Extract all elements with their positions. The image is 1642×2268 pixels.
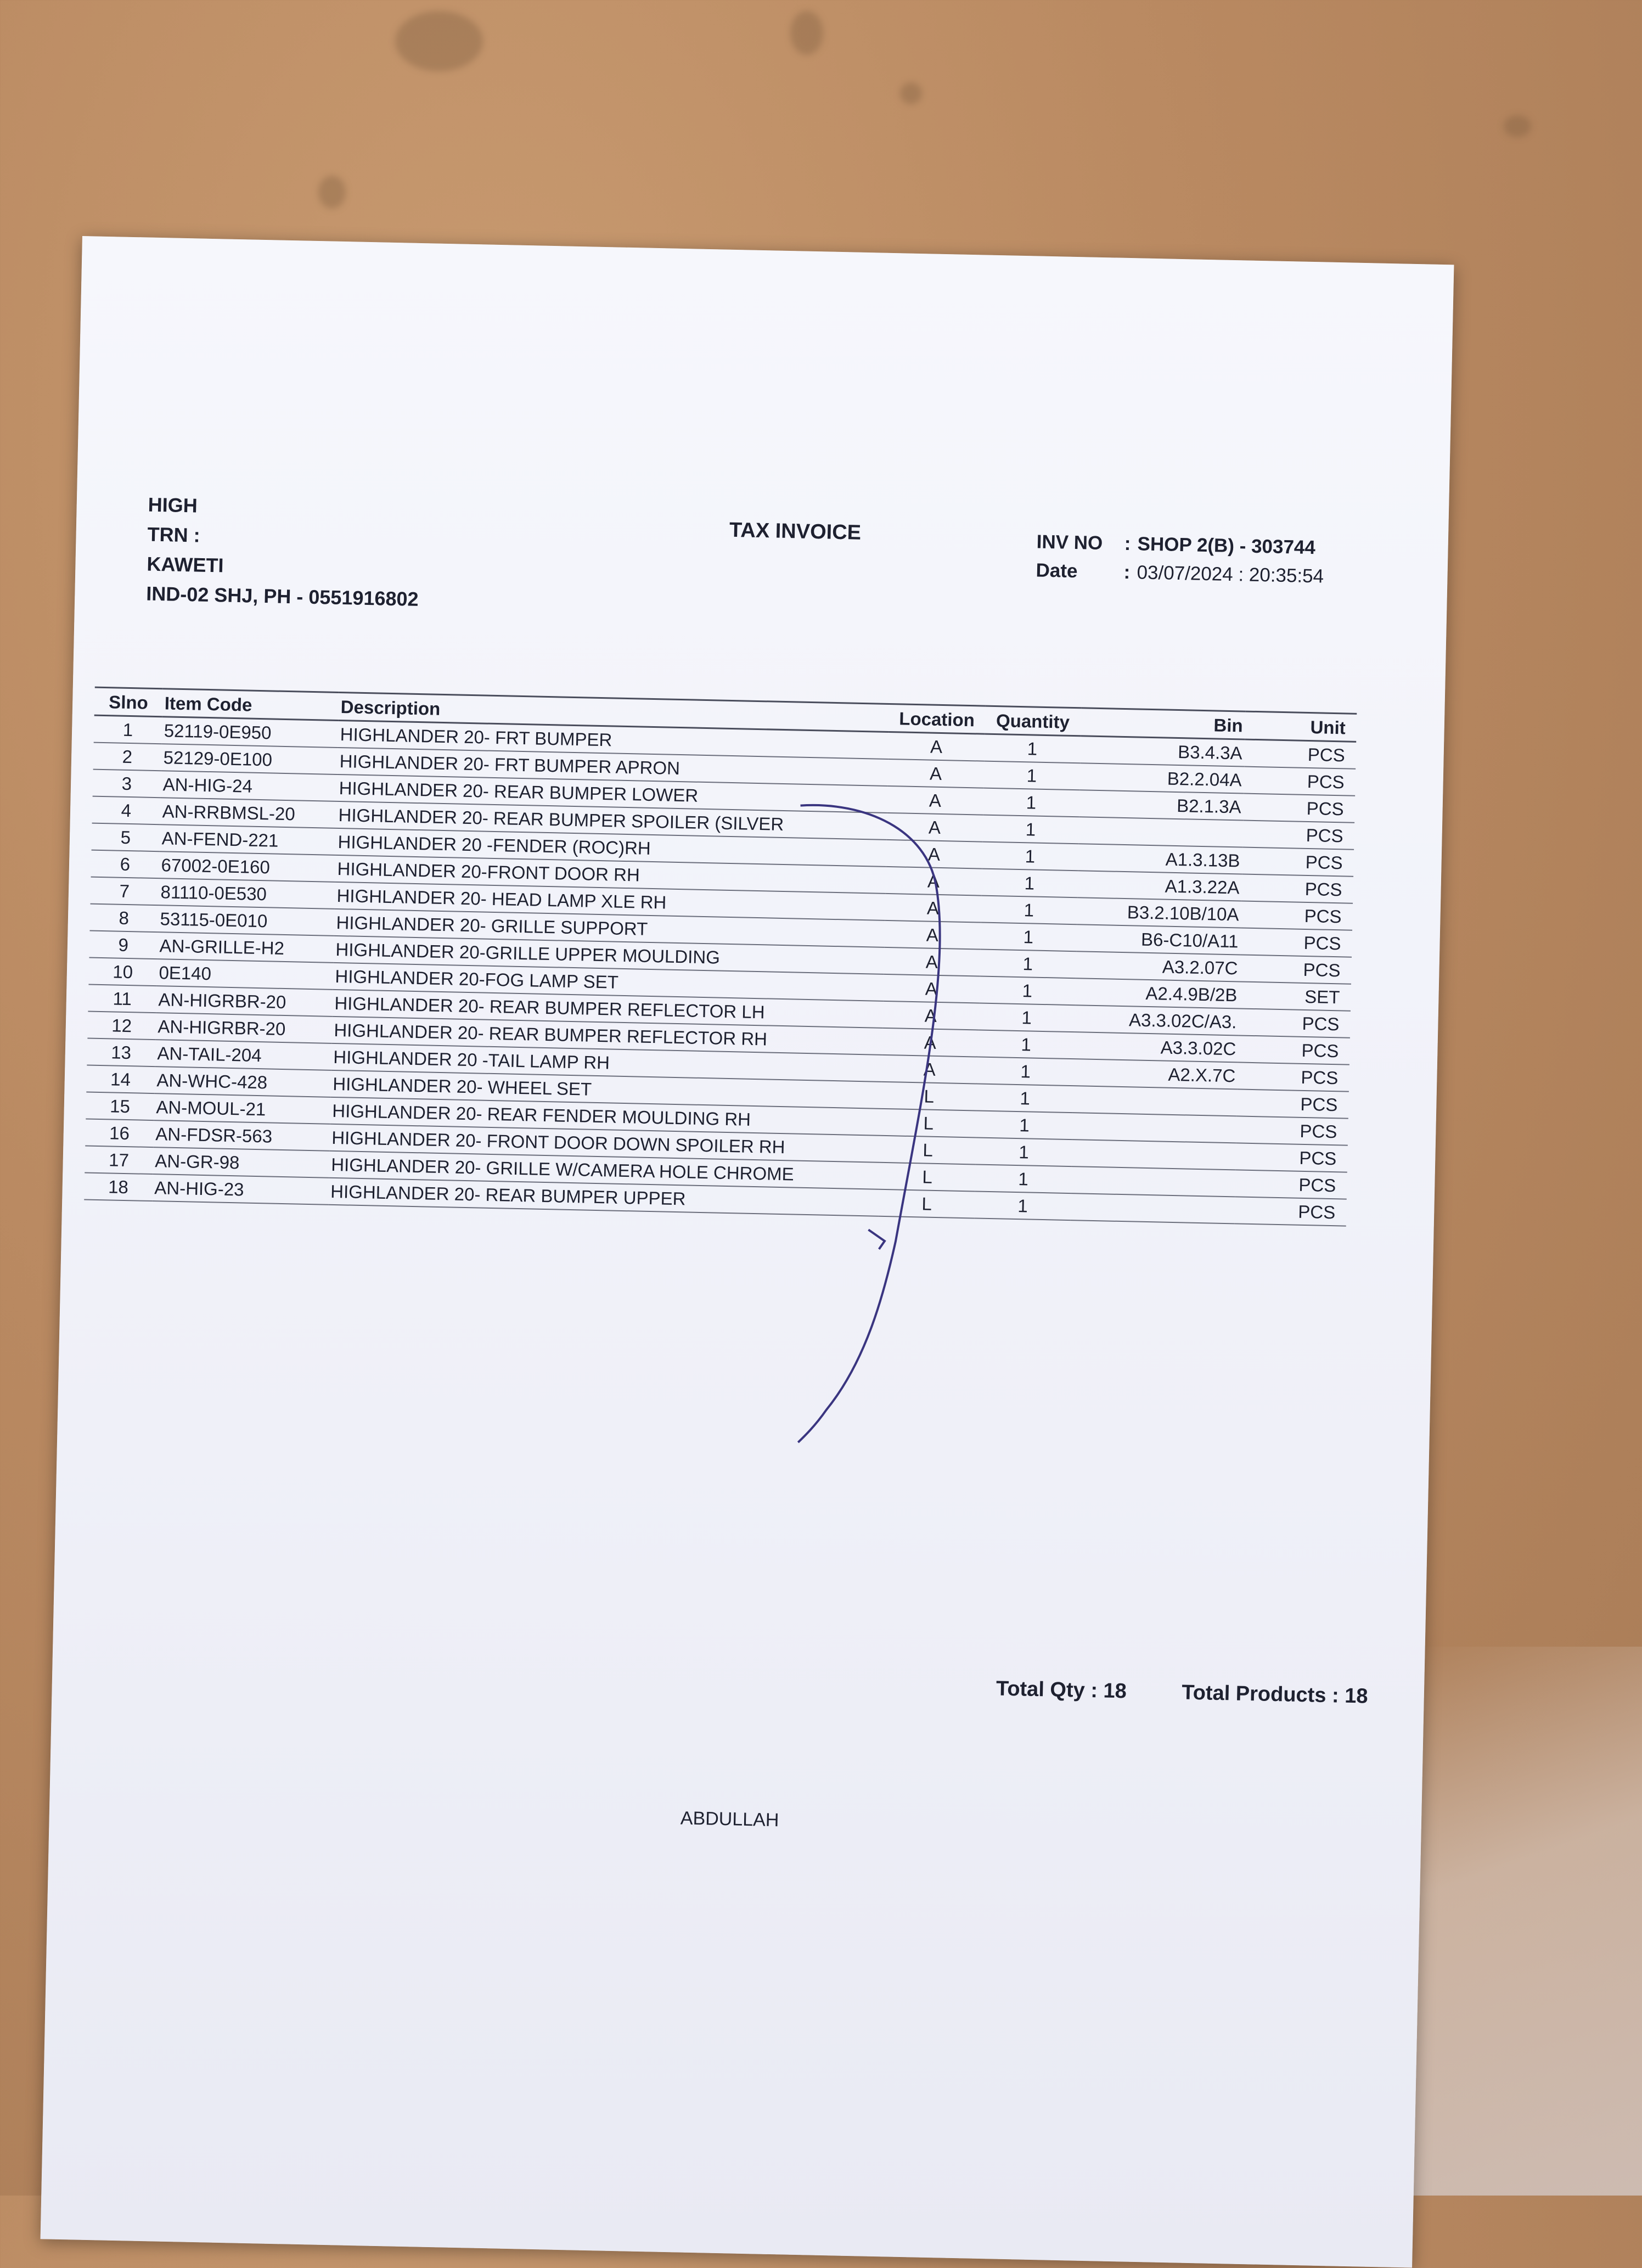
row-quantity: 1 (979, 1003, 1075, 1032)
row-bin (1071, 1166, 1235, 1197)
background-stain (1504, 115, 1531, 137)
row-item-code: AN-HIG-24 (160, 771, 337, 801)
row-quantity: 1 (982, 815, 1079, 844)
row-quantity: 1 (980, 950, 1076, 979)
row-quantity: 1 (976, 1110, 1073, 1139)
row-description: HIGHLANDER 20- GRILLE SUPPORT (334, 909, 885, 947)
row-quantity: 1 (980, 923, 1077, 952)
row-unit: PCS (1244, 767, 1356, 796)
trn-line: TRN : (147, 523, 201, 547)
row-description: HIGHLANDER 20- HEAD LAMP XLE RH (334, 882, 885, 920)
row-item-code: AN-GRILLE-H2 (157, 932, 334, 963)
table-body (84, 715, 1356, 1226)
row-slno: 16 (85, 1119, 154, 1147)
document-title: TAX INVOICE (729, 518, 862, 544)
signer-name: ABDULLAH (680, 1807, 779, 1831)
background-stain (790, 11, 823, 55)
date-label: Date (1036, 559, 1078, 582)
col-item-code: Item Code (162, 689, 339, 721)
row-description: HIGHLANDER 20-FRONT DOOR RH (335, 855, 886, 894)
row-bin (1078, 817, 1243, 847)
row-item-code: AN-FDSR-563 (153, 1120, 330, 1151)
background-stain (395, 11, 483, 71)
row-slno: 5 (92, 823, 160, 852)
row-unit: PCS (1238, 1062, 1349, 1091)
row-slno: 15 (86, 1092, 154, 1120)
row-description: HIGHLANDER 20- FRT BUMPER APRON (337, 748, 888, 786)
col-location: Location (889, 704, 985, 734)
plastic-sheet (1412, 1647, 1642, 2196)
date-value: 03/07/2024 : 20:35:54 (1137, 562, 1324, 587)
separator: : (1123, 561, 1131, 583)
row-location: A (883, 974, 980, 1003)
row-quantity: 1 (982, 842, 1078, 871)
row-unit: PCS (1236, 1116, 1348, 1145)
company-block (146, 490, 421, 614)
row-quantity: 1 (981, 869, 1078, 898)
row-location: L (880, 1109, 977, 1138)
row-item-code: AN-FEND-221 (159, 824, 336, 855)
row-description: HIGHLANDER 20 -FENDER (ROC)RH (335, 828, 886, 867)
row-bin (1070, 1193, 1235, 1223)
row-unit: PCS (1240, 955, 1352, 984)
row-unit: PCS (1235, 1197, 1347, 1226)
row-item-code: AN-TAIL-204 (155, 1040, 331, 1070)
row-description: HIGHLANDER 20-FOG LAMP SET (333, 963, 884, 1001)
row-quantity: 1 (981, 896, 1077, 925)
row-bin: A3.3.02C (1074, 1032, 1239, 1062)
row-location: A (887, 759, 984, 788)
row-bin (1071, 1139, 1236, 1170)
row-quantity: 1 (977, 1057, 1074, 1086)
row-slno: 7 (91, 877, 159, 906)
row-description: HIGHLANDER 20- GRILLE W/CAMERA HOLE CHROME (329, 1151, 880, 1189)
row-location: A (882, 1028, 979, 1057)
row-description: HIGHLANDER 20- FRONT DOOR DOWN SPOILER RH (329, 1124, 880, 1163)
row-unit: PCS (1238, 1035, 1350, 1064)
row-bin (1072, 1113, 1236, 1143)
row-unit: PCS (1235, 1170, 1347, 1199)
row-unit: PCS (1242, 821, 1354, 850)
row-item-code: 0E140 (156, 959, 333, 990)
invoice-number-label: INV NO (1036, 531, 1103, 554)
row-location: L (879, 1189, 975, 1219)
background-stain (318, 176, 346, 209)
row-item-code: 53115-0E010 (158, 905, 334, 936)
row-item-code: AN-HIGRBR-20 (155, 1013, 332, 1043)
row-description: HIGHLANDER 20- REAR BUMPER REFLECTOR RH (331, 1017, 882, 1055)
row-item-code: 52119-0E950 (161, 717, 338, 748)
invoice-number-value: SHOP 2(B) - 303744 (1137, 533, 1316, 559)
separator: : (1124, 532, 1131, 555)
items-table (84, 687, 1357, 1227)
row-location: A (886, 813, 983, 842)
row-quantity: 1 (978, 1030, 1075, 1059)
row-item-code: 52129-0E100 (161, 744, 338, 774)
row-bin: B3.4.3A (1080, 736, 1245, 767)
row-slno: 1 (94, 715, 162, 744)
row-unit: PCS (1241, 901, 1353, 930)
row-bin: A2.X.7C (1073, 1059, 1238, 1089)
row-unit: PCS (1241, 874, 1353, 903)
col-unit: Unit (1245, 711, 1357, 742)
row-location: A (882, 1001, 979, 1030)
row-item-code: AN-MOUL-21 (154, 1093, 330, 1124)
row-description: HIGHLANDER 20- FRT BUMPER (338, 720, 889, 759)
row-slno: 4 (92, 796, 161, 825)
row-quantity: 1 (975, 1164, 1072, 1193)
totals (996, 1677, 1417, 1709)
total-products: Total Products : 18 (1181, 1681, 1368, 1708)
row-slno: 12 (87, 1012, 156, 1040)
date-row (1036, 557, 1324, 591)
row-bin: A3.2.07C (1076, 951, 1240, 981)
row-quantity: 1 (983, 761, 1080, 790)
row-location: A (887, 786, 983, 815)
row-quantity: 1 (975, 1191, 1071, 1220)
col-quantity: Quantity (985, 706, 1081, 736)
col-description: Description (338, 692, 889, 732)
total-qty: Total Qty : 18 (996, 1677, 1127, 1703)
row-location: L (880, 1136, 976, 1165)
invoice-meta (1036, 528, 1325, 591)
row-slno: 17 (85, 1146, 153, 1174)
row-location: A (885, 894, 981, 923)
row-slno: 9 (89, 931, 158, 959)
customer-name: KAWETI (147, 552, 224, 577)
row-bin (1072, 1086, 1237, 1116)
row-item-code: AN-RRBMSL-20 (160, 798, 336, 828)
row-location: A (886, 840, 982, 869)
row-item-code: 81110-0E530 (158, 878, 335, 909)
row-location: A (884, 947, 980, 976)
row-bin: A1.3.22A (1077, 871, 1242, 901)
row-description: HIGHLANDER 20- REAR BUMPER UPPER (328, 1178, 879, 1216)
pen-stroke-tick (868, 1230, 885, 1249)
row-description: HIGHLANDER 20- REAR FENDER MOULDING RH (330, 1097, 881, 1136)
row-item-code: AN-WHC-428 (154, 1066, 331, 1097)
row-description: HIGHLANDER 20 -TAIL LAMP RH (331, 1043, 882, 1082)
company-name: HIGH (148, 493, 198, 517)
row-unit: SET (1239, 981, 1351, 1011)
row-bin: B3.2.10B/10A (1077, 897, 1241, 928)
row-quantity: 1 (976, 1137, 1072, 1166)
row-slno: 14 (86, 1065, 155, 1094)
row-slno: 6 (91, 850, 160, 879)
row-location: L (881, 1082, 977, 1111)
row-bin: A3.3.02C/A3. (1075, 1005, 1239, 1035)
row-bin: B2.2.04A (1079, 763, 1244, 793)
row-slno: 18 (84, 1172, 153, 1201)
address-line: IND-02 SHJ, PH - 0551916802 (145, 582, 419, 610)
row-bin: B6-C10/A11 (1076, 924, 1241, 955)
row-bin: A1.3.13B (1078, 844, 1242, 874)
col-slno: Slno (94, 687, 163, 717)
row-description: HIGHLANDER 20- REAR BUMPER LOWER (336, 774, 887, 813)
row-description: HIGHLANDER 20- REAR BUMPER SPOILER (SILVER (336, 801, 887, 840)
row-location: A (888, 732, 985, 761)
row-bin: B2.1.3A (1079, 790, 1244, 820)
row-unit: PCS (1244, 739, 1356, 769)
row-slno: 3 (93, 770, 161, 798)
row-location: A (881, 1055, 978, 1084)
row-location: L (879, 1163, 976, 1192)
row-slno: 10 (88, 958, 157, 986)
row-slno: 8 (89, 904, 158, 933)
row-slno: 13 (87, 1038, 155, 1067)
row-description: HIGHLANDER 20- REAR BUMPER REFLECTOR LH (332, 990, 883, 1028)
background-stain (900, 82, 922, 104)
row-location: A (885, 867, 982, 896)
row-description: HIGHLANDER 20- WHEEL SET (330, 1070, 881, 1109)
col-bin: Bin (1081, 708, 1245, 739)
row-location: A (884, 920, 981, 950)
row-item-code: 67002-0E160 (159, 851, 335, 882)
row-unit: PCS (1240, 928, 1352, 957)
row-quantity: 1 (984, 734, 1081, 763)
row-unit: PCS (1236, 1143, 1348, 1172)
row-item-code: AN-HIGRBR-20 (156, 986, 333, 1017)
row-unit: PCS (1237, 1089, 1349, 1118)
row-quantity: 1 (983, 788, 1079, 817)
row-unit: PCS (1242, 847, 1354, 877)
row-unit: PCS (1243, 794, 1355, 823)
row-slno: 2 (93, 743, 162, 771)
row-quantity: 1 (977, 1084, 1073, 1113)
invoice-paper (41, 236, 1454, 2268)
row-slno: 11 (88, 985, 156, 1013)
row-item-code: AN-GR-98 (153, 1147, 329, 1178)
row-bin: A2.4.9B/2B (1075, 978, 1240, 1008)
row-description: HIGHLANDER 20-GRILLE UPPER MOULDING (333, 936, 884, 974)
row-item-code: AN-HIG-23 (152, 1174, 329, 1205)
row-quantity: 1 (979, 976, 1076, 1006)
row-unit: PCS (1239, 1008, 1351, 1037)
